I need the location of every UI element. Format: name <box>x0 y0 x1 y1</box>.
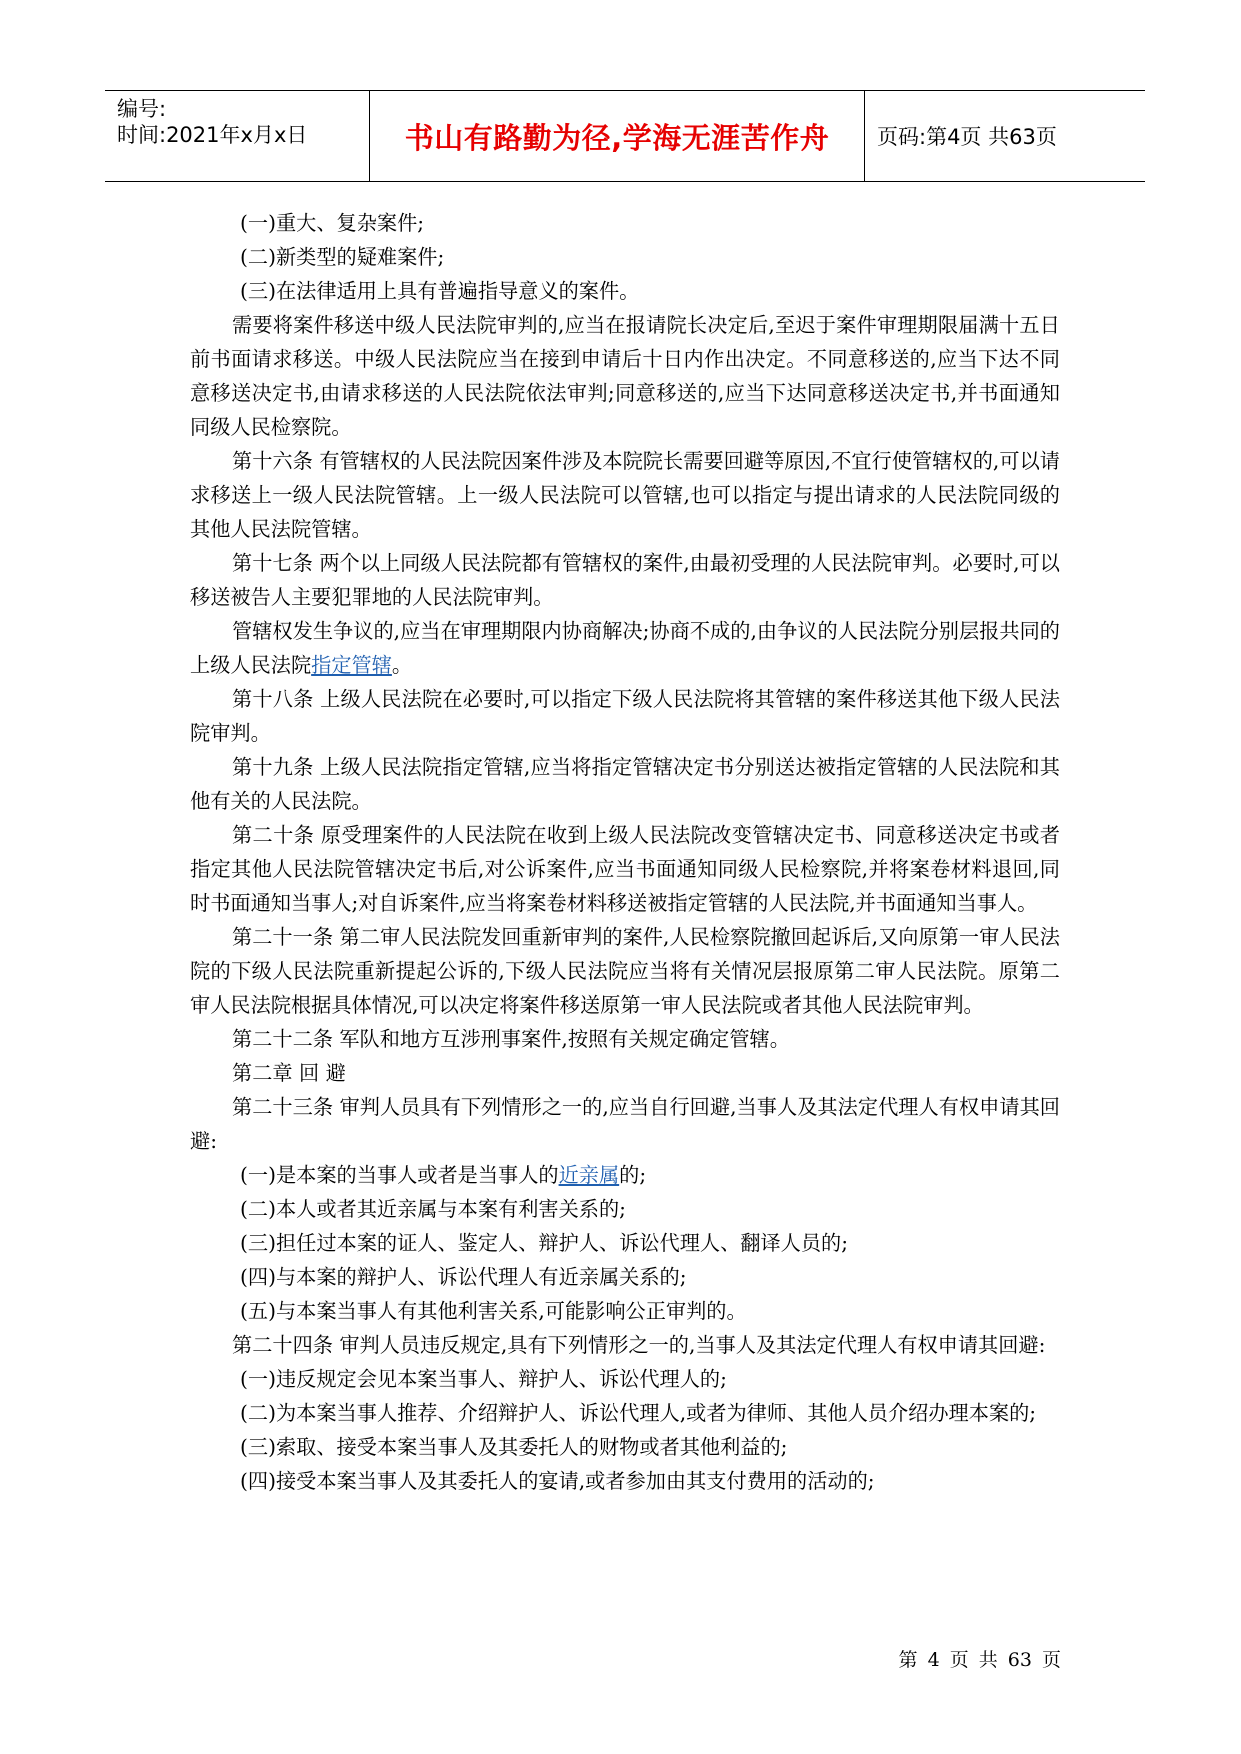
paragraph: (二)新类型的疑难案件; <box>240 245 445 269</box>
paragraph <box>190 614 1060 682</box>
page-header <box>105 90 1145 182</box>
paragraph: 第十九条 上级人民法院指定管辖,应当将指定管辖决定书分别送达被指定管辖的人民法院和其他有关的人民法院。 <box>190 755 1060 813</box>
paragraph: 第二章 回 避 <box>232 1061 346 1085</box>
document-body <box>190 206 1060 1498</box>
page-footer: 第 4 页 共 63 页 <box>898 1649 1061 1671</box>
paragraph: 第二十三条 审判人员具有下列情形之一的,应当自行回避,当事人及其法定代理人有权申请其回避: <box>190 1095 1060 1153</box>
paragraph: 第十八条 上级人民法院在必要时,可以指定下级人民法院将其管辖的案件移送其他下级人民法院审判。 <box>190 687 1060 745</box>
paragraph-post-text: 。 <box>391 653 413 677</box>
paragraph: 第十六条 有管辖权的人民法院因案件涉及本院院长需要回避等原因,不宜行使管辖权的,可以请求移送上一级人民法院管辖。上一级人民法院可以管辖,也可以指定与提出请求的人民法院同级的其他人民法院管辖。 <box>190 449 1060 541</box>
paragraph: (二)为本案当事人推荐、介绍辩护人、诉讼代理人,或者为律师、其他人员介绍办理本案的; <box>240 1401 1037 1425</box>
header-motto-cell <box>370 91 865 181</box>
paragraph-post-text: 的; <box>619 1163 647 1187</box>
header-page-info: 页码:第4页 共63页 <box>877 125 1057 149</box>
paragraph-pre-text: (一)是本案的当事人或者是当事人的 <box>240 1163 559 1187</box>
paragraph: (一)违反规定会见本案当事人、辩护人、诉讼代理人的; <box>240 1367 727 1391</box>
header-page-cell <box>865 91 1145 181</box>
paragraph: (三)担任过本案的证人、鉴定人、辩护人、诉讼代理人、翻译人员的; <box>240 1231 848 1255</box>
paragraph: (一)重大、复杂案件; <box>240 211 425 235</box>
paragraph: 第二十条 原受理案件的人民法院在收到上级人民法院改变管辖决定书、同意移送决定书或者指定其他人民法院管辖决定书后,对公诉案件,应当书面通知同级人民检察院,并将案卷材料退回,同时书面通知当事人;对自诉案件,应当将案卷材料移送被指定管辖的人民法院,并书面通知当事人。 <box>190 823 1061 915</box>
paragraph-pre-text: 管辖权发生争议的,应当在审理期限内协商解决;协商不成的,由争议的人民法院分别层报共同的上级人民法院 <box>190 619 1060 677</box>
paragraph: 第二十二条 军队和地方互涉刑事案件,按照有关规定确定管辖。 <box>232 1027 790 1051</box>
term-link[interactable]: 指定管辖 <box>311 653 392 677</box>
paragraph: 第二十一条 第二审人民法院发回重新审判的案件,人民检察院撤回起诉后,又向原第一审人民法院的下级人民法院重新提起公诉的,下级人民法院应当将有关情况层报原第二审人民法院。原第二审人民法院根据具体情况,可以决定将案件移送原第一审人民法院或者其他人民法院审判。 <box>190 925 1060 1017</box>
paragraph: 需要将案件移送中级人民法院审判的,应当在报请院长决定后,至迟于案件审理期限届满十五日前书面请求移送。中级人民法院应当在接到申请后十日内作出决定。不同意移送的,应当下达不同意移送决定书,由请求移送的人民法院依法审判;同意移送的,应当下达同意移送决定书,并书面通知同级人民检察院。 <box>190 313 1060 439</box>
paragraph <box>190 1158 1060 1192</box>
document-time-label: 时间:2021年x月x日 <box>117 123 308 147</box>
paragraph: (三)索取、接受本案当事人及其委托人的财物或者其他利益的; <box>240 1435 788 1459</box>
paragraph: (三)在法律适用上具有普遍指导意义的案件。 <box>240 279 640 303</box>
document-number-label: 编号: <box>117 97 167 121</box>
term-link[interactable]: 近亲属 <box>558 1163 620 1187</box>
paragraph: (四)与本案的辩护人、诉讼代理人有近亲属关系的; <box>240 1265 687 1289</box>
paragraph: 第十七条 两个以上同级人民法院都有管辖权的案件,由最初受理的人民法院审判。必要时,可以移送被告人主要犯罪地的人民法院审判。 <box>190 551 1060 609</box>
paragraph: (五)与本案当事人有其他利害关系,可能影响公正审判的。 <box>240 1299 747 1323</box>
header-motto: 书山有路勤为径,学海无涯苦作舟 <box>404 120 830 155</box>
paragraph: (二)本人或者其近亲属与本案有利害关系的; <box>240 1197 626 1221</box>
header-meta-cell <box>105 91 370 181</box>
paragraph: (四)接受本案当事人及其委托人的宴请,或者参加由其支付费用的活动的; <box>240 1469 875 1493</box>
paragraph: 第二十四条 审判人员违反规定,具有下列情形之一的,当事人及其法定代理人有权申请其回避: <box>232 1333 1046 1357</box>
